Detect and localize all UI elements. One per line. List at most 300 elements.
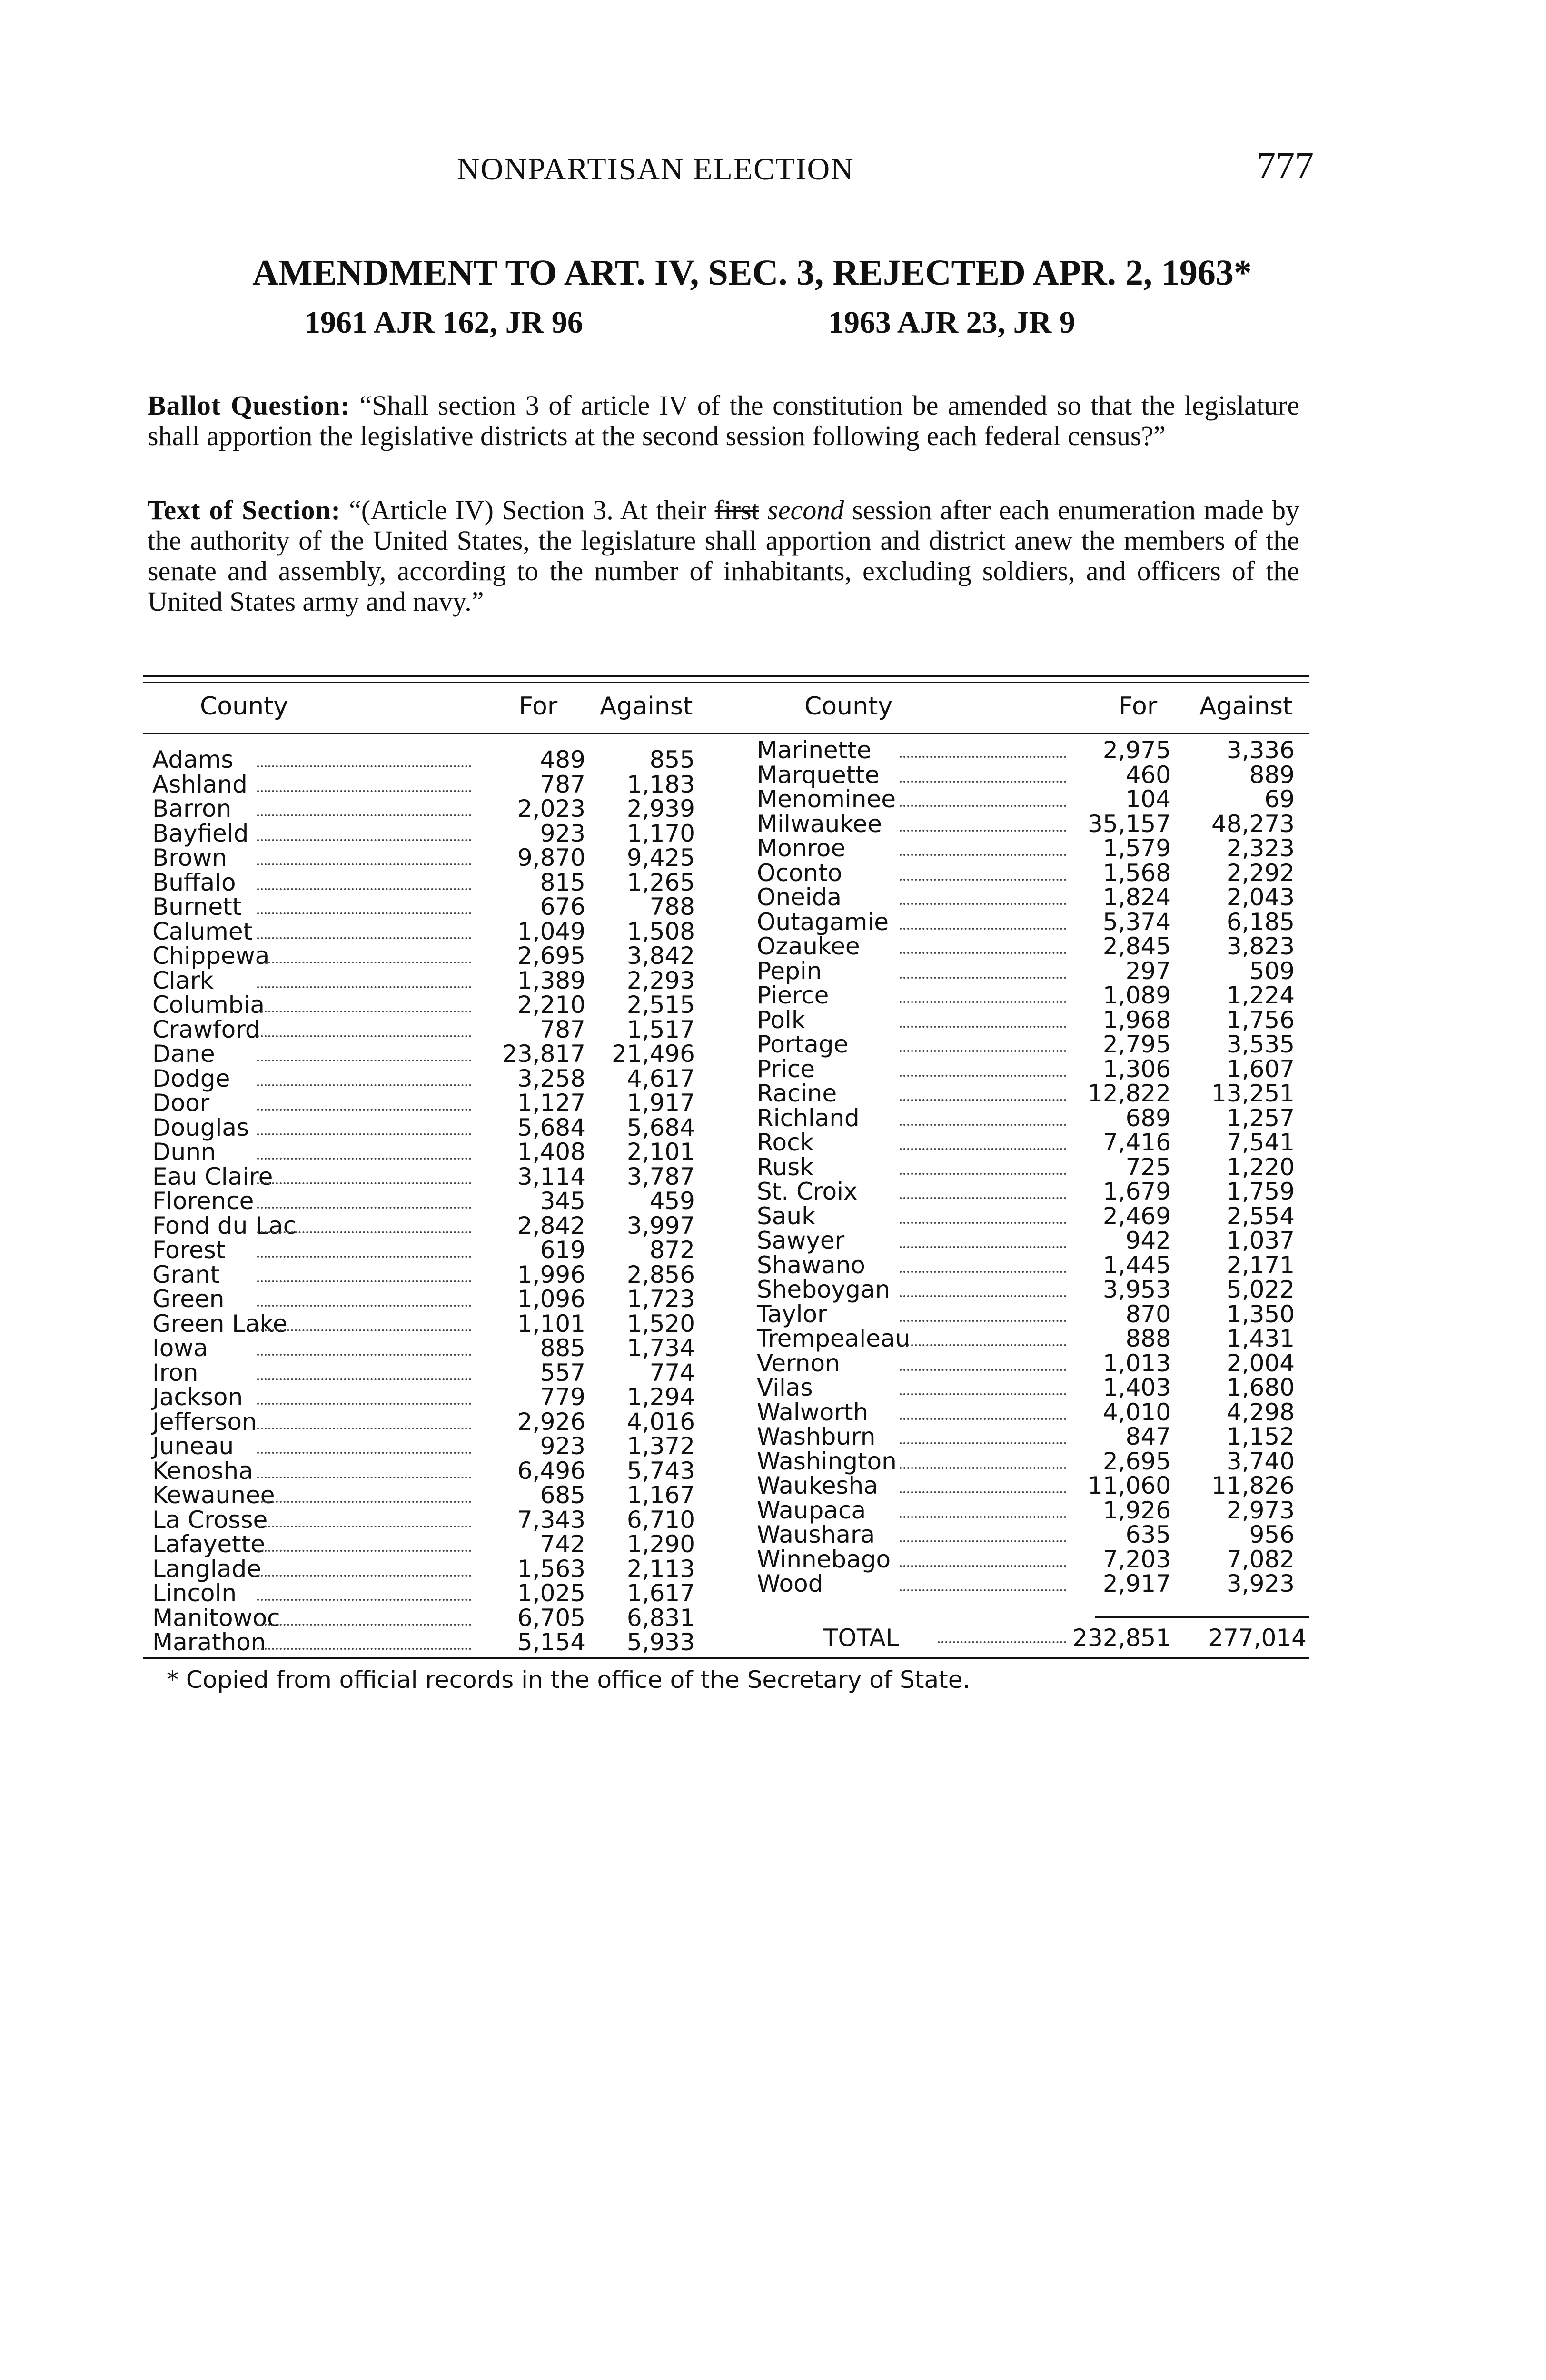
- leader-dots: [257, 912, 471, 914]
- against-votes: 69: [1264, 785, 1295, 813]
- against-votes: 3,842: [626, 942, 695, 970]
- against-votes: 788: [649, 893, 695, 921]
- table-row: [152, 894, 723, 919]
- table-row: [152, 1041, 723, 1066]
- against-votes: 1,265: [626, 868, 695, 896]
- for-votes: 12,822: [1088, 1080, 1171, 1107]
- table-row: [152, 1385, 723, 1409]
- for-votes: 1,306: [1102, 1055, 1171, 1083]
- county-name: La Crosse: [152, 1506, 268, 1534]
- against-votes: 889: [1249, 761, 1295, 789]
- against-votes: 872: [649, 1236, 695, 1264]
- county-name: Waukesha: [757, 1472, 878, 1499]
- county-name: Florence: [152, 1187, 254, 1215]
- leader-dots: [900, 1173, 1066, 1175]
- table-row: [152, 1287, 723, 1311]
- table-row: [757, 1449, 1318, 1474]
- total-rule: [1095, 1616, 1309, 1618]
- leader-dots: [257, 1624, 471, 1626]
- leader-dots: [257, 1477, 471, 1478]
- county-name: Langlade: [152, 1555, 261, 1583]
- leader-dots: [900, 1393, 1066, 1395]
- county-name: Shawano: [757, 1251, 865, 1279]
- against-votes: 5,684: [626, 1113, 695, 1141]
- county-name: Sauk: [757, 1202, 816, 1230]
- for-votes: 1,563: [517, 1555, 585, 1583]
- county-name: Ashland: [152, 770, 248, 798]
- leader-dots: [900, 1467, 1066, 1469]
- county-name: Lafayette: [152, 1530, 266, 1558]
- county-name: Waupaca: [757, 1496, 866, 1524]
- for-votes: 2,926: [517, 1408, 585, 1436]
- table-row: [757, 861, 1318, 885]
- table-row: [152, 968, 723, 993]
- for-votes: 676: [540, 893, 585, 921]
- county-name: Buffalo: [152, 868, 236, 896]
- against-votes: 2,293: [626, 966, 695, 994]
- leader-dots: [257, 1158, 471, 1160]
- table-row: [152, 1434, 723, 1458]
- for-votes: 104: [1125, 785, 1171, 813]
- county-name: Monroe: [757, 834, 846, 862]
- for-votes: 1,445: [1102, 1251, 1171, 1279]
- leader-dots: [900, 1075, 1066, 1077]
- county-name: Adams: [152, 746, 234, 774]
- for-votes: 3,258: [517, 1064, 585, 1092]
- for-votes: 619: [540, 1236, 585, 1264]
- for-votes: 2,975: [1102, 736, 1171, 764]
- against-votes: 3,923: [1226, 1570, 1295, 1597]
- total-label: TOTAL: [823, 1624, 899, 1652]
- leader-dots: [257, 1305, 471, 1307]
- county-name: Winnebago: [757, 1545, 891, 1573]
- table-row: [757, 934, 1318, 959]
- for-votes: 6,705: [517, 1604, 585, 1632]
- leader-dots: [257, 986, 471, 988]
- table-row: [152, 1238, 723, 1262]
- table-row: [757, 738, 1318, 763]
- for-votes: 870: [1125, 1300, 1171, 1328]
- against-votes: 2,515: [626, 991, 695, 1019]
- table-row: [152, 1336, 723, 1360]
- table-row: [152, 772, 723, 797]
- leader-dots: [900, 756, 1066, 758]
- table-row: [757, 787, 1318, 812]
- table-row: [757, 1277, 1318, 1302]
- against-votes: 1,170: [626, 819, 695, 847]
- ballot-question-label: Ballot Question:: [148, 390, 350, 421]
- table-row: [152, 870, 723, 895]
- table-row: [757, 1473, 1318, 1498]
- for-votes: 2,469: [1102, 1202, 1171, 1230]
- against-votes: 1,224: [1226, 982, 1295, 1009]
- page-title: AMENDMENT TO ART. IV, SEC. 3, REJECTED APR. 2, 1963*: [252, 253, 1252, 293]
- leader-dots: [900, 805, 1066, 807]
- against-votes: 2,973: [1226, 1496, 1295, 1524]
- leader-dots: [257, 1231, 471, 1233]
- leader-dots: [900, 1418, 1066, 1420]
- for-votes: 885: [540, 1334, 585, 1362]
- for-votes: 4,010: [1102, 1398, 1171, 1426]
- against-votes: 774: [649, 1359, 695, 1387]
- against-votes: 1,220: [1226, 1153, 1295, 1181]
- leader-dots: [257, 1182, 471, 1184]
- county-name: Columbia: [152, 991, 265, 1019]
- for-votes: 1,025: [517, 1579, 585, 1607]
- table-row: [757, 836, 1318, 861]
- table-row: [757, 1326, 1318, 1351]
- table-row: [757, 1302, 1318, 1327]
- table-row: [152, 1606, 723, 1630]
- leader-dots: [900, 1222, 1066, 1224]
- reference-1961: 1961 AJR 162, JR 96: [305, 305, 583, 340]
- against-votes: 2,113: [626, 1555, 695, 1583]
- total-row: [757, 1624, 1318, 1653]
- ballot-question: [148, 390, 1299, 451]
- table-row: [152, 1630, 723, 1655]
- table-row: [152, 1483, 723, 1507]
- table-row: [757, 1253, 1318, 1278]
- against-votes: 1,607: [1226, 1055, 1295, 1083]
- for-votes: 7,343: [517, 1506, 585, 1534]
- for-votes: 1,013: [1102, 1349, 1171, 1377]
- table-row: [757, 1106, 1318, 1130]
- for-votes: 11,060: [1088, 1472, 1171, 1499]
- county-name: Ozaukee: [757, 932, 860, 960]
- leader-dots: [900, 1344, 1066, 1346]
- against-votes: 1,431: [1226, 1325, 1295, 1352]
- leader-dots: [257, 1501, 471, 1503]
- table-row: [152, 1115, 723, 1140]
- against-votes: 3,336: [1226, 736, 1295, 764]
- against-votes: 21,496: [612, 1040, 695, 1068]
- against-votes: 4,016: [626, 1408, 695, 1436]
- leader-dots: [257, 1403, 471, 1405]
- table-row: [152, 1262, 723, 1287]
- table-top-rule: [143, 675, 1309, 677]
- against-votes: 1,257: [1226, 1104, 1295, 1132]
- leader-dots: [257, 1550, 471, 1552]
- county-name: Kenosha: [152, 1457, 253, 1485]
- leader-dots: [900, 1491, 1066, 1493]
- table-row: [757, 1057, 1318, 1081]
- leader-dots: [257, 1599, 471, 1601]
- leader-dots: [900, 1197, 1066, 1199]
- for-votes: 1,996: [517, 1260, 585, 1289]
- header-county-left: County: [200, 692, 288, 721]
- leader-dots: [257, 863, 471, 865]
- table-row: [152, 1189, 723, 1213]
- against-votes: 1,152: [1226, 1423, 1295, 1450]
- table-top-rule-2: [143, 682, 1309, 683]
- against-votes: 3,535: [1226, 1031, 1295, 1058]
- for-votes: 1,089: [1102, 982, 1171, 1009]
- for-votes: 1,824: [1102, 883, 1171, 911]
- section-text-before: “(Article IV) Section 3. At their: [340, 495, 715, 526]
- against-votes: 1,520: [626, 1309, 695, 1338]
- county-name: Washburn: [757, 1423, 876, 1450]
- leader-dots: [257, 814, 471, 816]
- table-row: [757, 1008, 1318, 1032]
- against-votes: 1,167: [626, 1481, 695, 1509]
- for-votes: 35,157: [1088, 810, 1171, 838]
- for-votes: 3,114: [517, 1162, 585, 1190]
- for-votes: 725: [1125, 1153, 1171, 1181]
- leader-dots: [257, 962, 471, 963]
- county-name: Bayfield: [152, 819, 249, 847]
- leader-dots: [900, 1516, 1066, 1518]
- county-name: Dane: [152, 1040, 215, 1068]
- for-votes: 557: [540, 1359, 585, 1387]
- leader-dots: [900, 1124, 1066, 1126]
- county-name: Waushara: [757, 1521, 875, 1548]
- county-name: Eau Claire: [152, 1162, 273, 1190]
- against-votes: 7,082: [1226, 1545, 1295, 1573]
- county-name: Wood: [757, 1570, 823, 1597]
- leader-dots: [900, 879, 1066, 881]
- county-name: Chippewa: [152, 942, 270, 970]
- for-votes: 847: [1125, 1423, 1171, 1450]
- header-for-right: For: [1119, 692, 1158, 721]
- for-votes: 489: [540, 746, 585, 774]
- county-name: Iron: [152, 1359, 198, 1387]
- header-rule: [143, 733, 1309, 734]
- leader-dots: [257, 1060, 471, 1061]
- against-votes: 3,997: [626, 1211, 695, 1240]
- against-votes: 4,617: [626, 1064, 695, 1092]
- county-name: Price: [757, 1055, 815, 1083]
- for-votes: 1,389: [517, 966, 585, 994]
- footnote: * Copied from official records in the office of the Secretary of State.: [167, 1666, 971, 1694]
- county-name: Vernon: [757, 1349, 840, 1377]
- table-row: [757, 1351, 1318, 1376]
- table-row: [757, 1571, 1318, 1596]
- for-votes: 9,870: [517, 844, 585, 872]
- leader-dots: [257, 1035, 471, 1037]
- county-name: Pepin: [757, 957, 822, 985]
- leader-dots: [257, 1133, 471, 1135]
- county-name: Door: [152, 1089, 210, 1117]
- county-name: Calumet: [152, 917, 253, 945]
- against-votes: 1,037: [1226, 1227, 1295, 1254]
- table-row: [757, 1032, 1318, 1057]
- against-votes: 5,933: [626, 1628, 695, 1656]
- table-row: [757, 1424, 1318, 1449]
- county-name: Manitowoc: [152, 1604, 280, 1632]
- for-votes: 2,917: [1102, 1570, 1171, 1597]
- for-votes: 1,568: [1102, 859, 1171, 887]
- against-votes: 1,350: [1226, 1300, 1295, 1328]
- table-row: [757, 1228, 1318, 1253]
- county-name: Rusk: [757, 1153, 814, 1181]
- against-votes: 4,298: [1226, 1398, 1295, 1426]
- county-name: Oneida: [757, 883, 842, 911]
- for-votes: 815: [540, 868, 585, 896]
- against-votes: 9,425: [626, 844, 695, 872]
- leader-dots: [900, 1148, 1066, 1150]
- for-votes: 3,953: [1102, 1276, 1171, 1303]
- table-row: [757, 1204, 1318, 1229]
- leader-dots: [900, 952, 1066, 954]
- table-row: [757, 1179, 1318, 1204]
- against-votes: 7,541: [1226, 1129, 1295, 1156]
- table-row: [757, 763, 1318, 787]
- header-against-right: Against: [1199, 692, 1293, 721]
- section-text-after: session after each enumeration made by the authority of the United States, the legislature shall apportion and district anew the members of the senate and assembly, according to the number of inhabitants, excluding soldiers, and officers of the United States army and navy.”: [148, 495, 1299, 617]
- for-votes: 787: [540, 770, 585, 798]
- against-votes: 2,101: [626, 1138, 695, 1166]
- county-name: Brown: [152, 844, 227, 872]
- for-votes: 1,679: [1102, 1178, 1171, 1205]
- header-for-left: For: [519, 692, 558, 721]
- table-row: [757, 1498, 1318, 1523]
- leader-dots: [900, 1050, 1066, 1052]
- against-votes: 2,554: [1226, 1202, 1295, 1230]
- against-votes: 5,022: [1226, 1276, 1295, 1303]
- against-votes: 1,517: [626, 1015, 695, 1043]
- county-name: Rock: [757, 1129, 814, 1156]
- leader-dots: [900, 1295, 1066, 1297]
- for-votes: 6,496: [517, 1457, 585, 1485]
- for-votes: 685: [540, 1481, 585, 1509]
- county-name: Iowa: [152, 1334, 208, 1362]
- table-row: [152, 1409, 723, 1434]
- for-votes: 2,210: [517, 991, 585, 1019]
- table-row: [152, 845, 723, 870]
- for-votes: 297: [1125, 957, 1171, 985]
- for-votes: 345: [540, 1187, 585, 1215]
- for-votes: 5,374: [1102, 908, 1171, 936]
- for-votes: 2,842: [517, 1211, 585, 1240]
- for-votes: 7,416: [1102, 1129, 1171, 1156]
- for-votes: 742: [540, 1530, 585, 1558]
- for-votes: 1,127: [517, 1089, 585, 1117]
- for-votes: 787: [540, 1015, 585, 1043]
- text-of-section: [148, 495, 1299, 617]
- section-label: Text of Section:: [148, 495, 341, 526]
- against-votes: 48,273: [1211, 810, 1295, 838]
- table-row: [757, 959, 1318, 983]
- county-name: Washington: [757, 1447, 897, 1475]
- leader-dots: [900, 1271, 1066, 1273]
- county-name: Jackson: [152, 1383, 243, 1411]
- leader-dots: [257, 1526, 471, 1527]
- leader-dots: [900, 1246, 1066, 1248]
- county-name: Milwaukee: [757, 810, 882, 838]
- table-row: [152, 1458, 723, 1483]
- against-votes: 11,826: [1211, 1472, 1295, 1499]
- against-votes: 1,290: [626, 1530, 695, 1558]
- against-votes: 2,856: [626, 1260, 695, 1289]
- county-name: Green: [152, 1285, 225, 1313]
- table-row: [152, 1360, 723, 1385]
- leader-dots: [900, 1565, 1066, 1567]
- county-name: Forest: [152, 1236, 226, 1264]
- county-name: Richland: [757, 1104, 860, 1132]
- county-name: Douglas: [152, 1113, 249, 1141]
- for-votes: 23,817: [502, 1040, 585, 1068]
- for-votes: 923: [540, 819, 585, 847]
- table-row: [152, 1581, 723, 1606]
- county-name: Fond du Lac: [152, 1211, 297, 1240]
- against-votes: 1,372: [626, 1432, 695, 1460]
- leader-dots: [900, 1320, 1066, 1322]
- county-name: Crawford: [152, 1015, 260, 1043]
- for-votes: 1,579: [1102, 834, 1171, 862]
- county-name: Grant: [152, 1260, 220, 1289]
- against-votes: 1,917: [626, 1089, 695, 1117]
- leader-dots: [257, 1084, 471, 1086]
- table-row: [152, 1213, 723, 1238]
- county-name: Outagamie: [757, 908, 889, 936]
- for-votes: 2,023: [517, 795, 585, 823]
- county-name: Barron: [152, 795, 232, 823]
- table-row: [152, 1311, 723, 1336]
- county-name: Sheboygan: [757, 1276, 891, 1303]
- against-votes: 1,756: [1226, 1006, 1295, 1034]
- county-name: St. Croix: [757, 1178, 858, 1205]
- leader-dots: [900, 1442, 1066, 1444]
- for-votes: 2,695: [517, 942, 585, 970]
- leader-dots: [257, 1329, 471, 1331]
- leader-dots: [900, 1026, 1066, 1028]
- total-leader-dots: [938, 1641, 1066, 1643]
- leader-dots: [257, 1378, 471, 1380]
- against-votes: 3,740: [1226, 1447, 1295, 1475]
- county-name: Taylor: [757, 1300, 827, 1328]
- against-votes: 6,831: [626, 1604, 695, 1632]
- for-votes: 1,101: [517, 1309, 585, 1338]
- total-against: 277,014: [1208, 1624, 1307, 1652]
- leader-dots: [257, 1280, 471, 1282]
- running-head: NONPARTISAN ELECTION: [457, 152, 854, 187]
- table-row: [757, 1081, 1318, 1106]
- for-votes: 5,684: [517, 1113, 585, 1141]
- leader-dots: [257, 839, 471, 841]
- county-name: Portage: [757, 1031, 849, 1058]
- leader-dots: [900, 977, 1066, 979]
- leader-dots: [257, 790, 471, 792]
- table-row: [152, 943, 723, 968]
- for-votes: 942: [1125, 1227, 1171, 1254]
- county-name: Dunn: [152, 1138, 216, 1166]
- table-row: [757, 1155, 1318, 1180]
- table-row: [757, 1375, 1318, 1400]
- table-row: [757, 983, 1318, 1008]
- county-name: Jefferson: [152, 1408, 257, 1436]
- leader-dots: [257, 765, 471, 767]
- for-votes: 7,203: [1102, 1545, 1171, 1573]
- page-number: 777: [1257, 145, 1314, 187]
- for-votes: 689: [1125, 1104, 1171, 1132]
- leader-dots: [257, 888, 471, 890]
- for-votes: 1,096: [517, 1285, 585, 1313]
- reference-1963: 1963 AJR 23, JR 9: [828, 305, 1075, 340]
- county-name: Juneau: [152, 1432, 234, 1460]
- county-name: Polk: [757, 1006, 805, 1034]
- table-row: [152, 1507, 723, 1532]
- for-votes: 1,926: [1102, 1496, 1171, 1524]
- leader-dots: [900, 1540, 1066, 1542]
- leader-dots: [257, 1575, 471, 1577]
- table-row: [152, 821, 723, 846]
- for-votes: 460: [1125, 761, 1171, 789]
- county-name: Clark: [152, 966, 214, 994]
- against-votes: 1,723: [626, 1285, 695, 1313]
- table-row: [757, 1547, 1318, 1572]
- against-votes: 3,823: [1226, 932, 1295, 960]
- against-votes: 1,734: [626, 1334, 695, 1362]
